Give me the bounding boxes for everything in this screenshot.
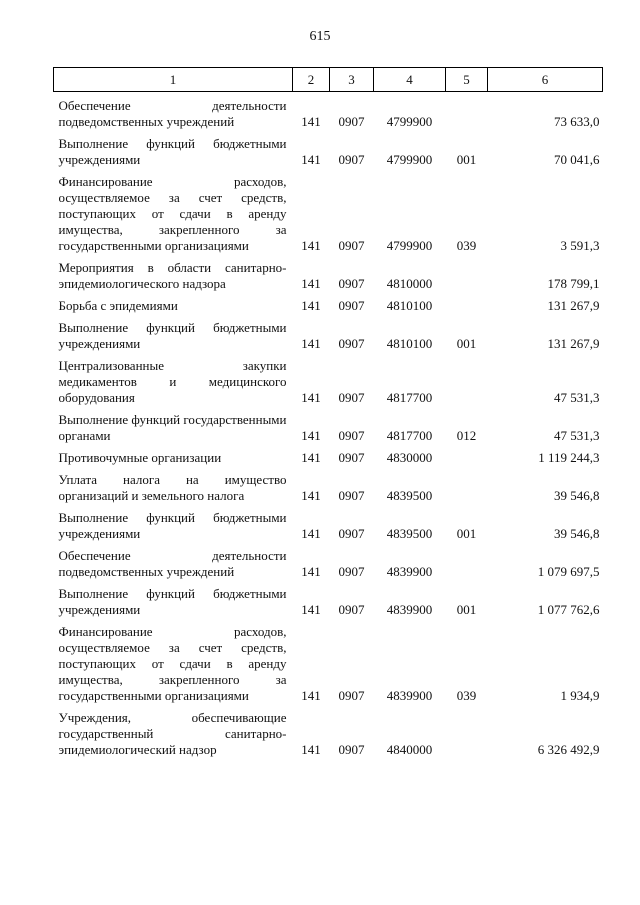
header-col-3: 3 [330,68,374,92]
row-col-4: 4839500 [386,526,433,541]
table-row [54,260,603,292]
table-row [54,472,603,504]
row-amount: 1 934,9 [560,688,600,703]
table-row [54,510,603,542]
table-row [54,548,603,580]
row-amount: 131 267,9 [547,298,600,313]
row-col-3: 0907 [338,152,365,167]
table-row [54,586,603,618]
row-col-4: 4810100 [386,336,433,351]
row-col-2: 141 [301,450,321,465]
table-row [54,174,603,254]
row-col-3: 0907 [338,276,365,291]
table-row [54,320,603,352]
row-col-3: 0907 [338,238,365,253]
row-col-2: 141 [301,238,321,253]
row-col-4: 4830000 [386,450,433,465]
row-name: Обеспечение деятельности подведомственных учреждений [58,548,287,579]
row-col-5 [446,358,488,406]
row-col-3: 0907 [338,450,365,465]
row-col-3: 0907 [338,114,365,129]
row-col-3: 0907 [338,298,365,313]
row-col-4: 4839900 [386,688,433,703]
row-amount: 6 326 492,9 [537,742,600,757]
row-amount: 39 546,8 [554,488,600,503]
row-col-2: 141 [301,428,321,443]
row-col-3: 0907 [338,602,365,617]
row-amount: 1 077 762,6 [537,602,600,617]
row-col-2: 141 [301,742,321,757]
row-col-2: 141 [301,152,321,167]
row-col-5: 001 [456,526,477,541]
row-col-5: 039 [456,688,477,703]
table-row [54,136,603,168]
table-row [54,412,603,444]
row-col-2: 141 [301,276,321,291]
row-col-5 [446,98,488,130]
row-name: Выполнение функций бюджетными учреждениями [58,320,287,351]
header-col-2: 2 [293,68,330,92]
row-col-2: 141 [301,114,321,129]
row-amount: 73 633,0 [554,114,600,129]
row-name: Выполнение функций государственными органами [58,412,287,443]
row-col-5 [446,548,488,580]
row-col-4: 4839900 [386,602,433,617]
table-row [54,298,603,314]
page-number: 615 [309,29,331,44]
row-col-4: 4839500 [386,488,433,503]
row-col-5 [446,710,488,758]
table-body [54,92,603,759]
row-col-2: 141 [301,298,321,313]
row-name: Противочумные организации [58,450,222,465]
row-col-5: 001 [456,152,477,167]
row-col-3: 0907 [338,564,365,579]
row-name: Финансирование расходов, осуществляемое за счет средств, поступающих от сдачи в аренду имущества, закрепленного за государственными организациями [58,624,287,703]
row-col-3: 0907 [338,390,365,405]
row-col-2: 141 [301,564,321,579]
header-col-1: 1 [54,68,293,92]
row-col-4: 4810100 [386,298,433,313]
header-col-4: 4 [374,68,446,92]
table-row [54,710,603,758]
row-col-4: 4799900 [386,152,433,167]
row-amount: 1 119 244,3 [538,450,600,465]
row-col-4: 4817700 [386,390,433,405]
row-col-5: 039 [456,238,477,253]
row-col-4: 4810000 [386,276,433,291]
table-row [54,450,603,466]
row-col-4: 4799900 [386,238,433,253]
row-name: Централизованные закупки медикаментов и медицинского оборудования [58,358,287,405]
row-col-3: 0907 [338,488,365,503]
table-header [54,68,603,92]
row-col-4: 4799900 [386,114,433,129]
row-col-4: 4817700 [386,428,433,443]
table-row [54,358,603,406]
row-col-5: 012 [456,428,477,443]
row-col-2: 141 [301,336,321,351]
row-col-5 [446,450,488,466]
row-col-3: 0907 [338,742,365,757]
row-name: Мероприятия в области санитарно-эпидемиологического надзора [58,260,287,291]
row-col-5: 001 [456,602,477,617]
header-row [54,68,603,92]
row-col-5 [446,260,488,292]
row-amount: 178 799,1 [547,276,600,291]
row-col-2: 141 [301,390,321,405]
table-row [54,98,603,130]
row-amount: 47 531,3 [554,390,600,405]
row-amount: 131 267,9 [547,336,600,351]
row-col-2: 141 [301,526,321,541]
row-col-2: 141 [301,488,321,503]
row-col-5: 001 [456,336,477,351]
row-amount: 47 531,3 [554,428,600,443]
row-col-3: 0907 [338,526,365,541]
row-name: Обеспечение деятельности подведомственных учреждений [58,98,287,129]
row-name: Борьба с эпидемиями [58,298,178,313]
row-name: Выполнение функций бюджетными учреждениями [58,586,287,617]
row-name: Выполнение функций бюджетными учреждениями [58,136,287,167]
budget-table [53,67,603,758]
table-row [54,624,603,704]
row-col-4: 4840000 [386,742,433,757]
row-amount: 1 079 697,5 [537,564,600,579]
row-name: Учреждения, обеспечивающие государственный санитарно-эпидемиологический надзор [58,710,287,757]
row-col-3: 0907 [338,688,365,703]
row-col-5 [446,472,488,504]
header-col-5: 5 [446,68,488,92]
row-name: Выполнение функций бюджетными учреждениями [58,510,287,541]
row-amount: 39 546,8 [554,526,600,541]
row-amount: 70 041,6 [554,152,600,167]
header-col-6: 6 [488,68,603,92]
row-col-3: 0907 [338,336,365,351]
row-col-2: 141 [301,688,321,703]
row-col-3: 0907 [338,428,365,443]
row-col-5 [446,298,488,314]
row-name: Финансирование расходов, осуществляемое за счет средств, поступающих от сдачи в аренду имущества, закрепленного за государственными организациями [58,174,287,253]
row-amount: 3 591,3 [560,238,600,253]
row-name: Уплата налога на имущество организаций и земельного налога [58,472,287,503]
row-col-2: 141 [301,602,321,617]
row-col-4: 4839900 [386,564,433,579]
